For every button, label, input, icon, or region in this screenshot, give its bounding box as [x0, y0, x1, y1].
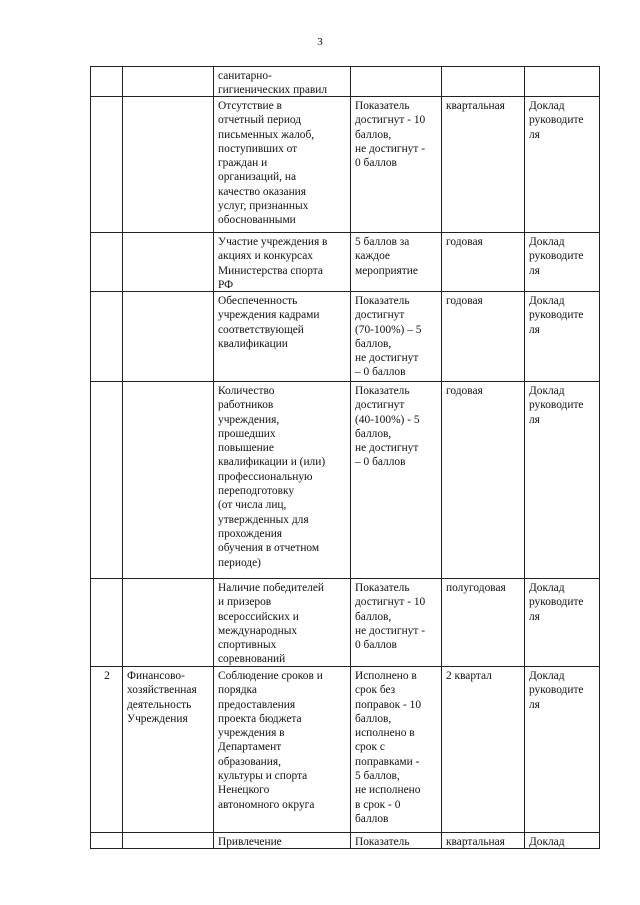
cell-text-line: Обеспеченность [218, 295, 298, 307]
period-cell [441, 96, 524, 232]
cell-text-line: учреждения в [218, 727, 285, 740]
period-cell [441, 578, 524, 666]
period-cell [441, 381, 524, 578]
cell-text-line: не достигнут - [355, 624, 425, 637]
cell-text-line: предоставления [218, 698, 296, 711]
cell-text-line: квартальная [446, 836, 505, 848]
cell-text-line: поправок - 10 [355, 698, 422, 711]
cell-text-line: срок с [355, 741, 385, 754]
cell-text-line: Количество [218, 385, 275, 397]
area-cell [122, 832, 213, 849]
cell-text-line: (40-100%) - 5 [355, 413, 420, 426]
cell-text-line: исполнено в [355, 727, 415, 740]
cell-text-line: акциях и конкурсах [218, 250, 313, 263]
cell-text-line: услуг, признанных [218, 200, 309, 213]
cell-text-line: РФ [218, 278, 234, 291]
cell-text-line: руководите [529, 309, 584, 322]
cell-text-line: 2 квартал [446, 670, 492, 682]
cell-text-line: соревнований [218, 653, 286, 666]
cell-text-line: достигнут [355, 399, 405, 412]
cell-text-line: санитарно- [218, 70, 272, 82]
cell-text-line: (от числа лиц, [218, 499, 287, 512]
cell-text-line: деятельность [127, 698, 192, 711]
indicator-cell [350, 232, 441, 291]
cell-text-line: и призеров [218, 596, 272, 609]
cell-text-line: достигнут - 10 [355, 114, 426, 127]
cell-text-line: мероприятие [355, 264, 418, 277]
criterion-cell [213, 578, 350, 666]
cell-text-line: – 0 баллов [355, 366, 406, 379]
cell-text-line: повышение [218, 442, 274, 455]
report-cell [524, 578, 600, 666]
criterion-cell [213, 832, 350, 849]
cell-text-line: баллов, [355, 712, 392, 725]
cell-text-line: не достигнут [355, 352, 419, 365]
cell-text-line: Финансово- [127, 670, 185, 682]
report-cell [524, 232, 600, 291]
area-cell [122, 291, 213, 381]
cell-text-line: всероссийских и [218, 610, 299, 623]
cell-text-line: не достигнут [355, 442, 419, 455]
cell-text-line: обоснованными [218, 214, 296, 227]
cell-text-line: Доклад [529, 385, 565, 397]
cell-text-line: 5 баллов, [355, 770, 400, 783]
cell-text-line: достигнут - 10 [355, 596, 426, 609]
cell-text-line: периоде) [218, 556, 261, 569]
cell-text-line: баллов, [355, 610, 392, 623]
cell-text-line: Доклад [529, 100, 565, 112]
cell-text-line: 2 [104, 670, 110, 682]
cell-text-line: учреждения кадрами [218, 309, 320, 322]
report-cell [524, 291, 600, 381]
cell-text-line: работников [218, 399, 274, 412]
cell-text-line: Отсутствие в [218, 100, 282, 112]
cell-text-line: Показатель [355, 836, 410, 848]
cell-text-line: Доклад [529, 836, 565, 848]
cell-text-line: переподготовку [218, 485, 295, 498]
cell-text-line: письменных жалоб, [218, 128, 315, 141]
cell-text-line: Исполнено в [355, 670, 417, 682]
cell-text-line: организаций, на [218, 171, 296, 184]
cell-text-line: ля [529, 698, 540, 711]
cell-text-line: Соблюдение сроков и [218, 670, 323, 682]
cell-text-line: 0 баллов [355, 639, 397, 652]
cell-text-line: баллов, [355, 337, 392, 350]
criterion-cell [213, 96, 350, 232]
row-number-cell [90, 578, 122, 666]
period-cell [441, 232, 524, 291]
cell-text-line: (70-100%) – 5 [355, 323, 422, 336]
report-cell [524, 96, 600, 232]
cell-text-line: отчетный период [218, 114, 302, 127]
cell-text-line: ля [529, 413, 540, 426]
criterion-cell [213, 381, 350, 578]
page-number: 3 [317, 36, 323, 48]
cell-text-line: соответствующей [218, 323, 304, 336]
cell-text-line: утвержденных для [218, 513, 309, 526]
cell-text-line: – 0 баллов [355, 456, 406, 469]
cell-text-line: баллов, [355, 128, 392, 141]
indicator-cell [350, 381, 441, 578]
cell-text-line: Доклад [529, 295, 565, 307]
period-cell [441, 66, 524, 96]
cell-text-line: прохождения [218, 527, 283, 540]
cell-text-line: профессиональную [218, 470, 313, 483]
cell-text-line: образования, [218, 755, 281, 768]
area-cell [122, 96, 213, 232]
indicator-cell [350, 66, 441, 96]
cell-text-line: Привлечение [218, 836, 282, 848]
cell-text-line: культуры и спорта [218, 770, 308, 783]
cell-text-line: автономного округа [218, 798, 315, 811]
cell-text-line: учреждения, [218, 413, 280, 426]
cell-text-line: не достигнут - [355, 142, 425, 155]
cell-text-line: международных [218, 624, 298, 637]
cell-text-line: баллов [355, 812, 389, 825]
criterion-cell [213, 291, 350, 381]
cell-text-line: гигиенических правил [218, 84, 328, 96]
cell-text-line: ля [529, 264, 540, 277]
area-cell [122, 578, 213, 666]
cell-text-line: руководите [529, 399, 584, 412]
cell-text-line: баллов, [355, 427, 392, 440]
criterion-cell [213, 666, 350, 832]
cell-text-line: в срок - 0 [355, 798, 401, 811]
cell-text-line: руководите [529, 684, 584, 697]
area-cell [122, 66, 213, 96]
row-number-cell [90, 232, 122, 291]
cell-text-line: квартальная [446, 100, 505, 112]
cell-text-line: Ненецкого [218, 784, 270, 797]
cell-text-line: Доклад [529, 582, 565, 594]
cell-text-line: достигнут [355, 309, 405, 322]
cell-text-line: квалификации и (или) [218, 456, 326, 469]
cell-text-line: полугодовая [446, 582, 506, 594]
cell-text-line: прошедших [218, 427, 276, 440]
cell-text-line: порядка [218, 684, 257, 697]
cell-text-line: 0 баллов [355, 157, 397, 170]
row-number-cell [90, 96, 122, 232]
cell-text-line: годовая [446, 236, 483, 248]
cell-text-line: Доклад [529, 236, 565, 248]
cell-text-line: годовая [446, 385, 483, 397]
period-cell [441, 666, 524, 832]
cell-text-line: Участие учреждения в [218, 236, 328, 248]
cell-text-line: руководите [529, 250, 584, 263]
cell-text-line: граждан и [218, 157, 268, 170]
cell-text-line: каждое [355, 250, 390, 263]
period-cell [441, 832, 524, 849]
report-cell [524, 666, 600, 832]
report-cell [524, 66, 600, 96]
cell-text-line: 5 баллов за [355, 236, 410, 248]
cell-text-line: руководите [529, 596, 584, 609]
cell-text-line: руководите [529, 114, 584, 127]
row-number-cell [90, 381, 122, 578]
row-number-cell [90, 291, 122, 381]
cell-text-line: годовая [446, 295, 483, 307]
indicator-cell [350, 291, 441, 381]
cell-text-line: проекта бюджета [218, 712, 302, 725]
indicator-cell [350, 666, 441, 832]
cell-text-line: обучения в отчетном [218, 542, 320, 555]
row-number-cell [90, 832, 122, 849]
cell-text-line: хозяйственная [127, 684, 197, 697]
cell-text-line: Показатель [355, 385, 410, 397]
cell-text-line: ля [529, 610, 540, 623]
cell-text-line: Показатель [355, 100, 410, 112]
row-number-cell [90, 66, 122, 96]
indicator-cell [350, 96, 441, 232]
cell-text-line: ля [529, 323, 540, 336]
indicator-cell [350, 578, 441, 666]
cell-text-line: Показатель [355, 295, 410, 307]
area-cell [122, 232, 213, 291]
cell-text-line: не исполнено [355, 784, 421, 797]
cell-text-line: Доклад [529, 670, 565, 682]
cell-text-line: Учреждения [127, 712, 188, 725]
cell-text-line: Наличие победителей [218, 582, 324, 594]
report-cell [524, 832, 600, 849]
area-cell [122, 381, 213, 578]
indicator-cell [350, 832, 441, 849]
cell-text-line: поступивших от [218, 142, 298, 155]
cell-text-line: Министерства спорта [218, 264, 323, 277]
period-cell [441, 291, 524, 381]
row-number-cell [90, 666, 122, 832]
cell-text-line: ля [529, 128, 540, 141]
cell-text-line: квалификации [218, 337, 288, 350]
cell-text-line: поправками - [355, 755, 420, 768]
cell-text-line: Департамент [218, 741, 282, 754]
criterion-cell [213, 232, 350, 291]
cell-text-line: срок без [355, 684, 396, 697]
cell-text-line: качество оказания [218, 185, 307, 198]
report-cell [524, 381, 600, 578]
cell-text-line: Показатель [355, 582, 410, 594]
cell-text-line: спортивных [218, 639, 277, 652]
criterion-cell [213, 66, 350, 96]
area-cell [122, 666, 213, 832]
